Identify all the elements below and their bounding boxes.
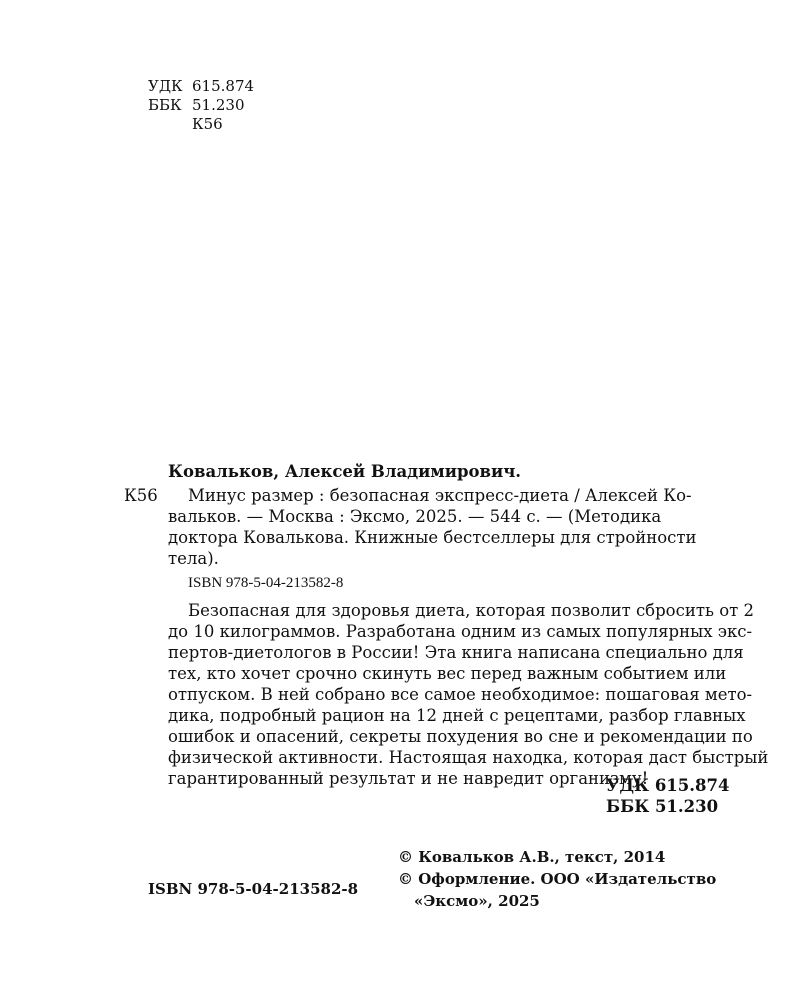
annotation (168, 600, 768, 789)
copyright-design-cont: «Эксмо», 2025 (414, 892, 540, 910)
top-classification (148, 77, 254, 134)
annotation-line: отпуском. В ней собрано все самое необходимое: пошаговая мето- (168, 685, 753, 704)
bottom-classification (540, 775, 730, 817)
description-line: вальков. — Москва : Эксмо, 2025. — 544 с. — (Методика (168, 507, 662, 526)
bbk-line (148, 96, 254, 115)
description-line: Минус размер : безопасная экспресс-диета / Алексей Ко- (188, 486, 692, 505)
annotation-line: тех, кто хочет срочно скинуть вес перед важным событием или (168, 664, 727, 683)
author-mark-line (148, 115, 254, 134)
bbk-value: 51.230 (192, 96, 245, 114)
udk-value: 615.874 (192, 77, 255, 95)
udk-label: УДК (148, 77, 183, 95)
bottom-udk: УДК 615.874 (606, 776, 730, 795)
entry-mark: К56 (124, 486, 158, 505)
author-heading: Ковальков, Алексей Владимирович. (168, 462, 522, 481)
description-line: тела). (168, 549, 219, 568)
annotation-line: до 10 килограммов. Разработана одним из самых популярных экс- (168, 622, 753, 641)
entry-isbn: ISBN 978-5-04-213582-8 (188, 575, 344, 591)
description-line: доктора Ковалькова. Книжные бестселлеры для стройности (168, 528, 697, 547)
bottom-bbk: ББК 51.230 (606, 797, 719, 816)
annotation-line: дика, подробный рацион на 12 дней с рецептами, разбор главных (168, 706, 746, 725)
copyright-design: © Оформление. ООО «Издательство (398, 870, 717, 888)
bbk-label: ББК (148, 96, 182, 114)
copyright-text: © Ковальков А.В., текст, 2014 (398, 848, 666, 866)
author-mark: К56 (192, 115, 223, 133)
bibliographic-description (168, 485, 697, 569)
annotation-line: гарантированный результат и не навредит организму! (168, 769, 649, 788)
copyright-block (398, 846, 716, 912)
annotation-line: пертов-диетологов в России! Эта книга написана специально для (168, 643, 744, 662)
annotation-line: физической активности. Настоящая находка, которая даст быстрый (168, 748, 769, 767)
footer-isbn: ISBN 978-5-04-213582-8 (148, 880, 359, 898)
udk-line (148, 77, 254, 96)
annotation-line: ошибок и опасений, секреты похудения во сне и рекомендации по (168, 727, 753, 746)
annotation-line: Безопасная для здоровья диета, которая позволит сбросить от 2 (188, 601, 755, 620)
